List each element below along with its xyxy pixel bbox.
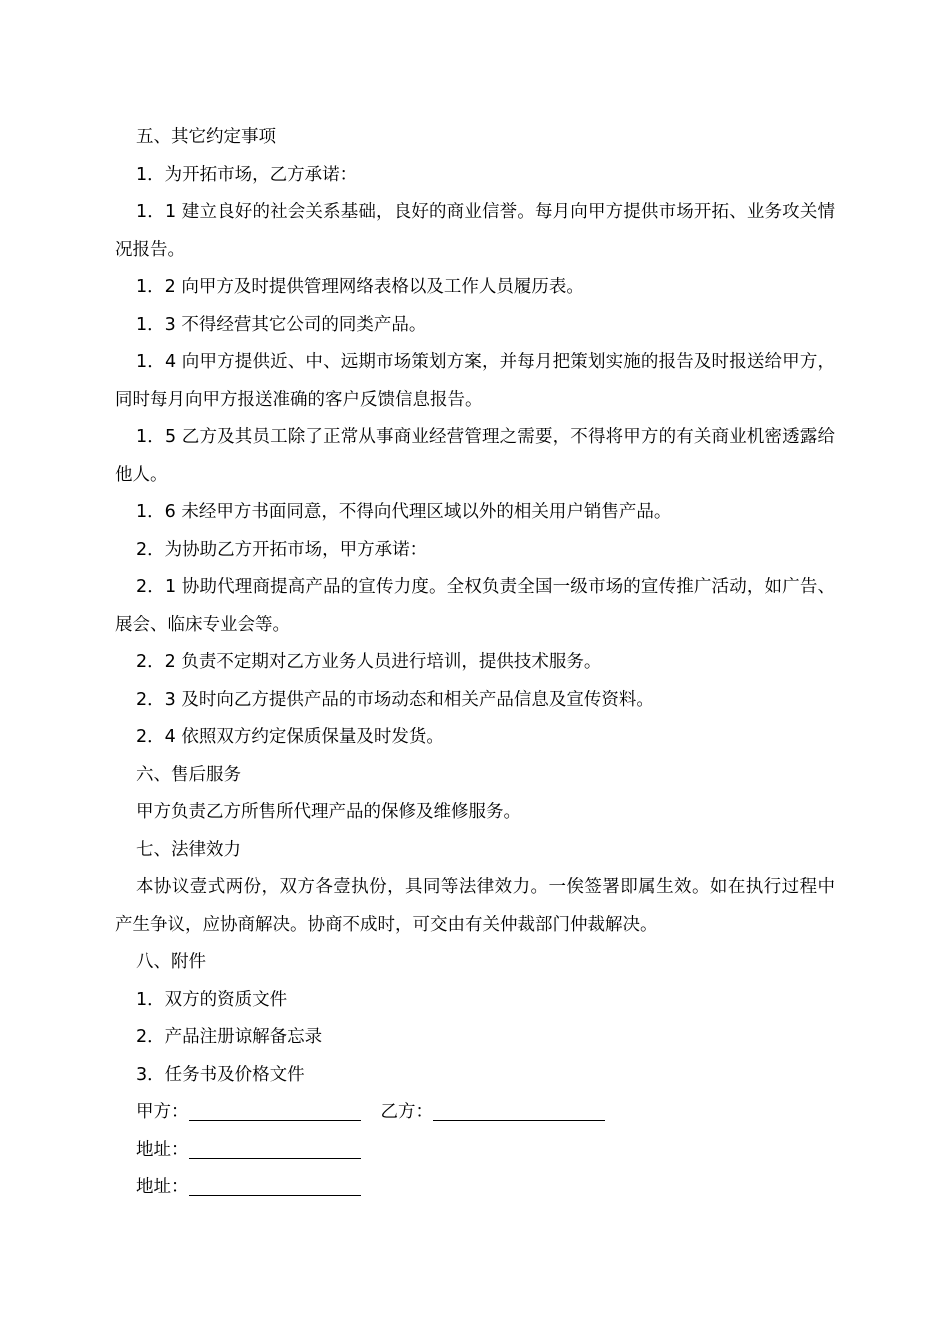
clause-1-4: 1．4 向甲方提供近、中、远期市场策划方案，并每月把策划实施的报告及时报送给甲方，同时每月向甲方报送准确的客户反馈信息报告。: [115, 352, 835, 410]
clause-1-5: 1．5 乙方及其员工除了正常从事商业经营管理之需要，不得将甲方的有关商业机密透露给他人。: [115, 427, 835, 485]
address-line-1[interactable]: [189, 1157, 361, 1159]
signature-row-parties: [115, 1094, 835, 1132]
clause-2-3: 2．3 及时向乙方提供产品的市场动态和相关产品信息及宣传资料。: [136, 689, 654, 710]
legal-effect-text: 本协议壹式两份，双方各壹执份，具同等法律效力。一俟签署即属生效。如在执行过程中产生争议，应协商解决。协商不成时，可交由有关仲裁部门仲裁解决。: [115, 877, 835, 935]
party-b-label: 乙方：: [380, 1102, 433, 1122]
section-heading-after-sales: 六、售后服务: [136, 764, 241, 785]
clause-2-1: 2．1 协助代理商提高产品的宣传力度。全权负责全国一级市场的宣传推广活动，如广告、展会、临床专业会等。: [115, 577, 835, 635]
section-heading-other-terms: 五、其它约定事项: [136, 127, 276, 147]
clause-2: 2．为协助乙方开拓市场，甲方承诺：: [136, 539, 428, 560]
clause-1-3: 1．3 不得经营其它公司的同类产品。: [136, 314, 427, 335]
clause-2-2: 2．2 负责不定期对乙方业务人员进行培训，提供技术服务。: [136, 652, 602, 672]
clause-1-6: 1．6 未经甲方书面同意，不得向代理区域以外的相关用户销售产品。: [136, 502, 672, 522]
attachment-2: 2．产品注册谅解备忘录: [136, 1027, 323, 1047]
clause-1-1: 1．1 建立良好的社会关系基础，良好的商业信誉。每月向甲方提供市场开拓、业务攻关情况报告。: [115, 202, 835, 260]
party-a-signature-line[interactable]: [189, 1119, 361, 1121]
party-b-signature-line[interactable]: [433, 1119, 605, 1121]
section-heading-attachments: 八、附件: [136, 952, 206, 972]
clause-1-2: 1．2 向甲方及时提供管理网络表格以及工作人员履历表。: [136, 277, 584, 297]
attachment-1: 1．双方的资质文件: [136, 989, 288, 1010]
document-page: [115, 119, 835, 1207]
signature-row-address-1: [115, 1132, 835, 1170]
clause-1: 1．为开拓市场，乙方承诺：: [136, 164, 358, 185]
after-sales-text: 甲方负责乙方所售所代理产品的保修及维修服务。: [136, 802, 521, 822]
clause-2-4: 2．4 依照双方约定保质保量及时发货。: [136, 727, 444, 747]
address-line-2[interactable]: [189, 1194, 361, 1196]
party-a-label: 甲方：: [136, 1102, 189, 1122]
attachment-3: 3．任务书及价格文件: [136, 1064, 305, 1085]
address-label-2: 地址：: [136, 1177, 189, 1197]
signature-row-address-2: [115, 1169, 835, 1207]
section-heading-legal-effect: 七、法律效力: [136, 839, 241, 860]
address-label-1: 地址：: [136, 1139, 189, 1160]
